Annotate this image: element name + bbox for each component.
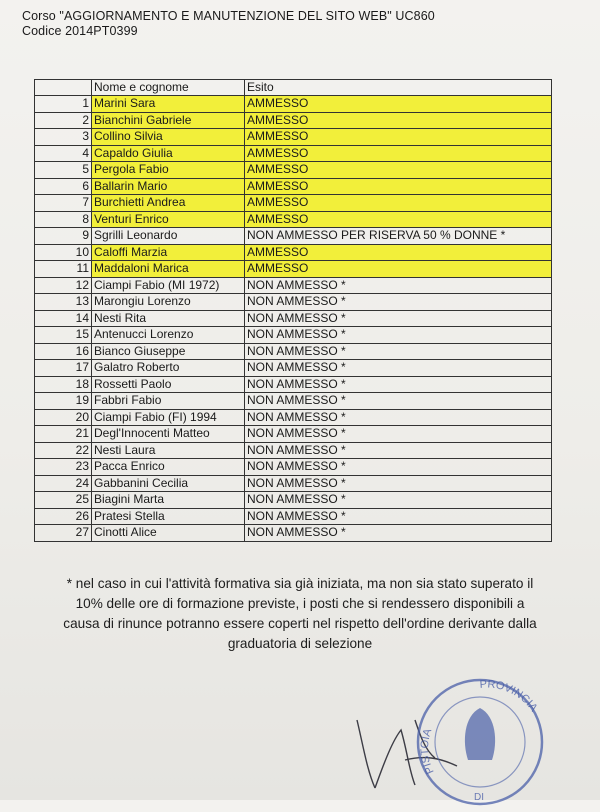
row-number: 5 [35,162,92,179]
header-name: Nome e cognome [92,80,245,96]
row-result: NON AMMESSO * [245,393,552,410]
row-number: 16 [35,343,92,360]
row-number: 3 [35,129,92,146]
row-result: AMMESSO [245,96,552,113]
row-name: Burchietti Andrea [92,195,245,212]
row-number: 12 [35,277,92,294]
table-row [35,145,552,162]
table-row [35,178,552,195]
table-row [35,492,552,509]
row-result: AMMESSO [245,195,552,212]
row-number: 13 [35,294,92,311]
svg-text:PISTOIA [419,727,437,776]
row-number: 4 [35,145,92,162]
row-result: AMMESSO [245,178,552,195]
row-name: Fabbri Fabio [92,393,245,410]
row-number: 2 [35,112,92,129]
row-name: Pergola Fabio [92,162,245,179]
row-result: NON AMMESSO * [245,409,552,426]
row-name: Pratesi Stella [92,508,245,525]
table-row [35,294,552,311]
row-result: NON AMMESSO * [245,508,552,525]
table-row [35,96,552,113]
row-name: Ciampi Fabio (FI) 1994 [92,409,245,426]
row-number: 9 [35,228,92,245]
row-result: AMMESSO [245,244,552,261]
table-row [35,525,552,542]
results-body [35,96,552,542]
row-number: 11 [35,261,92,278]
course-title: Corso "AGGIORNAMENTO E MANUTENZIONE DEL SITO WEB" UC860 [22,9,435,23]
row-result: NON AMMESSO * [245,343,552,360]
table-row [35,376,552,393]
row-result: NON AMMESSO * [245,327,552,344]
table-row [35,310,552,327]
row-number: 15 [35,327,92,344]
row-name: Collino Silvia [92,129,245,146]
footnote-line: graduatoria di selezione [227,636,373,651]
row-name: Ciampi Fabio (MI 1972) [92,277,245,294]
footnote-line: causa di rinunce potranno essere coperti nel rispetto dell'ordine derivante dalla [63,616,537,631]
table-row [35,162,552,179]
row-name: Venturi Enrico [92,211,245,228]
row-result: NON AMMESSO * [245,492,552,509]
row-result: NON AMMESSO * [245,277,552,294]
row-name: Bianchini Gabriele [92,112,245,129]
header-result: Esito [245,80,552,96]
row-name: Caloffi Marzia [92,244,245,261]
row-name: Antenucci Lorenzo [92,327,245,344]
row-number: 27 [35,525,92,542]
row-number: 19 [35,393,92,410]
row-number: 22 [35,442,92,459]
footnote [30,574,570,654]
row-number: 1 [35,96,92,113]
table-row [35,195,552,212]
row-result: AMMESSO [245,129,552,146]
row-result: NON AMMESSO * [245,442,552,459]
table-row [35,112,552,129]
table-row [35,327,552,344]
row-name: Marini Sara [92,96,245,113]
table-row [35,409,552,426]
table-row [35,426,552,443]
table-row [35,244,552,261]
row-result: NON AMMESSO * [245,310,552,327]
table-row [35,277,552,294]
row-number: 24 [35,475,92,492]
row-result: AMMESSO [245,145,552,162]
table-row [35,508,552,525]
stamp-text-top: PROVINCIA [479,678,540,714]
row-name: Marongiu Lorenzo [92,294,245,311]
row-name: Rossetti Paolo [92,376,245,393]
row-number: 7 [35,195,92,212]
table-row [35,228,552,245]
row-name: Capaldo Giulia [92,145,245,162]
row-number: 20 [35,409,92,426]
row-result: NON AMMESSO * [245,475,552,492]
row-name: Sgrilli Leonardo [92,228,245,245]
row-number: 21 [35,426,92,443]
row-result: AMMESSO [245,211,552,228]
header-number-cell [35,80,92,96]
svg-text:PROVINCIA [479,678,540,714]
row-result: NON AMMESSO PER RISERVA 50 % DONNE * [245,228,552,245]
row-result: NON AMMESSO * [245,376,552,393]
table-header-row [35,80,552,96]
row-name: Ballarin Mario [92,178,245,195]
stamp-text-bottom: DI [474,792,484,803]
row-name: Bianco Giuseppe [92,343,245,360]
footnote-line: 10% delle ore di formazione previste, i posti che si rendessero disponibili a [75,596,525,611]
row-result: AMMESSO [245,261,552,278]
row-name: Degl'Innocenti Matteo [92,426,245,443]
row-name: Pacca Enrico [92,459,245,476]
table-row [35,261,552,278]
row-result: NON AMMESSO * [245,459,552,476]
table-row [35,129,552,146]
table-row [35,442,552,459]
row-name: Nesti Rita [92,310,245,327]
row-number: 14 [35,310,92,327]
row-name: Maddaloni Marica [92,261,245,278]
table-row [35,459,552,476]
results-table [34,79,552,542]
row-number: 8 [35,211,92,228]
row-number: 10 [35,244,92,261]
row-result: NON AMMESSO * [245,426,552,443]
footnote-line: * nel caso in cui l'attività formativa sia già iniziata, ma non sia stato superato il [66,576,534,591]
table-row [35,360,552,377]
row-name: Biagini Marta [92,492,245,509]
row-name: Galatro Roberto [92,360,245,377]
row-number: 17 [35,360,92,377]
row-number: 23 [35,459,92,476]
row-result: AMMESSO [245,112,552,129]
row-name: Gabbanini Cecilia [92,475,245,492]
row-result: AMMESSO [245,162,552,179]
row-result: NON AMMESSO * [245,360,552,377]
row-result: NON AMMESSO * [245,525,552,542]
row-number: 25 [35,492,92,509]
table-row [35,393,552,410]
row-number: 26 [35,508,92,525]
row-name: Nesti Laura [92,442,245,459]
table-row [35,211,552,228]
row-number: 6 [35,178,92,195]
stamp-text-left: PISTOIA [418,727,437,776]
course-code: Codice 2014PT0399 [22,24,138,38]
row-name: Cinotti Alice [92,525,245,542]
row-number: 18 [35,376,92,393]
row-result: NON AMMESSO * [245,294,552,311]
table-row [35,343,552,360]
table-row [35,475,552,492]
provincia-stamp [410,672,550,812]
